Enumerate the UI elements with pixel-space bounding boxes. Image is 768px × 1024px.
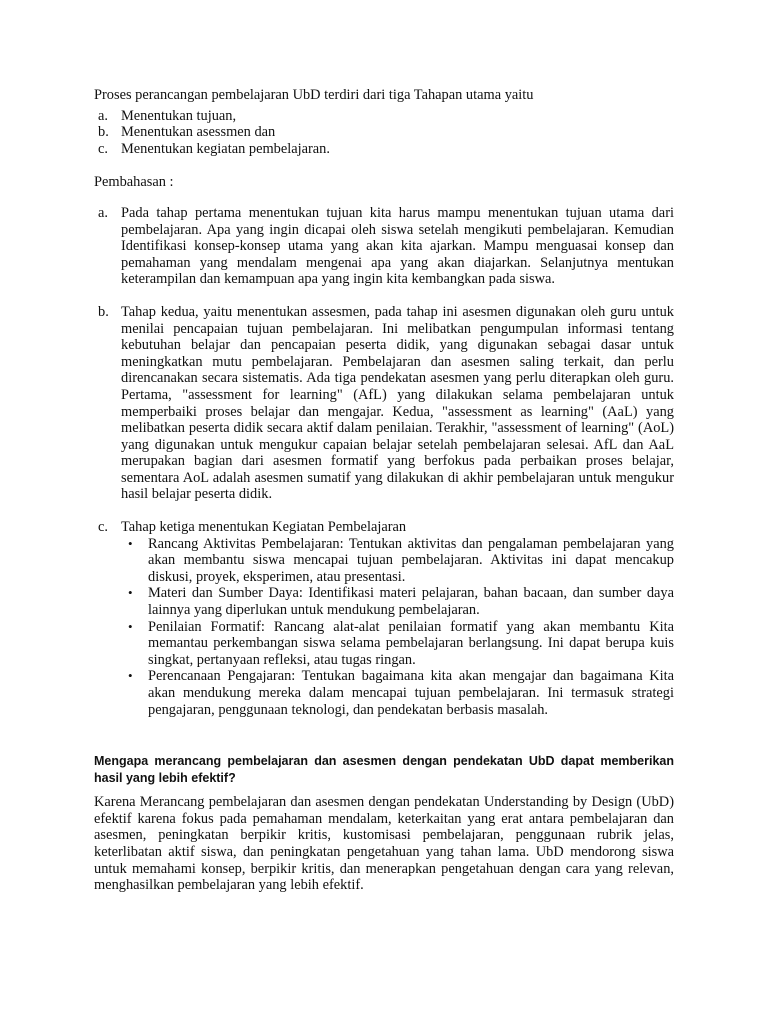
list-marker: c. bbox=[98, 140, 108, 157]
discussion-list bbox=[94, 205, 674, 718]
list-item bbox=[94, 141, 674, 158]
discussion-item bbox=[94, 304, 674, 503]
discussion-text: Pada tahap pertama menentukan tujuan kita harus mampu menentukan tujuan utama dari pembelajaran. Apa yang ingin dicapai oleh siswa setelah mengikuti pembelajaran. Kemudian Identifikasi konsep-konsep utama yang akan kita ajarkan. Mampu menguasai konsep dan pemahaman yang mendalam mengenai apa yang akan diajarkan. Selanjutnya mentukan keterampilan dan kemampuan apa yang ingin kita kembangkan pada siswa. bbox=[121, 204, 674, 288]
intro-text: Proses perancangan pembelajaran UbD terdiri dari tiga Tahapan utama yaitu bbox=[94, 87, 534, 103]
list-marker: a. bbox=[98, 204, 108, 221]
bullet-icon: • bbox=[128, 585, 133, 601]
bullet-text: Penilaian Formatif: Rancang alat-alat penilaian formatif yang akan membantu Kita memantau perkembangan siswa selama pembelajaran berlangsung. Ini dapat berupa kuis singkat, pertanyaan refleksi, atau tugas ringan. bbox=[148, 618, 674, 668]
activities-list bbox=[121, 536, 674, 719]
discussion-text: Tahap kedua, yaitu menentukan assesmen, pada tahap ini asesmen digunakan oleh guru untuk menilai pencapaian tujuan pembelajaran. Ini melibatkan pengumpulan informasi tentang kebutuhan belajar dan pencapaian peserta didik, yang digunakan sebagai dasar untuk meningkatkan mutu pembelajaran. Pembelajaran dan asesmen saling terkait, dan perlu direncanakan secara sistematis. Ada tiga pendekatan asesmen yang perlu diterapkan oleh guru. Pertama, "assessment for learning" (AfL) yang dilakukan selama pembelajaran untuk memperbaiki proses belajar dan mengajar. Kedua, "assessment as learning" (AaL) yang melibatkan peserta didik secara aktif dalam penilaian. Terakhir, "assessment of learning" (AoL) yang digunakan untuk mengukur capaian belajar setelah pembelajaran selesai. AfL dan AaL merupakan bagian dari asesmen formatif yang berfokus pada perbaikan proses belajar, sementara AoL adalah asesmen sumatif yang dilakukan di akhir pembelajaran untuk mengukur hasil belajar peserta didik. bbox=[121, 303, 674, 503]
bullet-icon: • bbox=[128, 618, 133, 634]
bullet-item bbox=[121, 619, 674, 669]
list-item bbox=[94, 124, 674, 141]
bullet-text: Materi dan Sumber Daya: Identifikasi materi pelajaran, bahan bacaan, dan sumber daya lainnya yang diperlukan untuk mendukung pembelajaran. bbox=[148, 585, 674, 619]
bullet-icon: • bbox=[128, 535, 133, 551]
question-heading: Mengapa merancang pembelajaran dan asesmen dengan pendekatan UbD dapat memberikan hasil yang lebih efektif? bbox=[94, 754, 674, 785]
bullet-icon: • bbox=[128, 668, 133, 684]
list-item-text: Menentukan asessmen dan bbox=[121, 124, 276, 141]
list-marker: a. bbox=[98, 107, 108, 124]
list-item bbox=[94, 108, 674, 125]
discussion-text: Tahap ketiga menentukan Kegiatan Pembelajaran bbox=[121, 519, 407, 536]
list-marker: b. bbox=[98, 303, 109, 320]
discussion-heading: Pembahasan : bbox=[94, 174, 174, 191]
document-page bbox=[94, 87, 674, 894]
steps-list bbox=[94, 108, 674, 158]
bullet-text: Perencanaan Pengajaran: Tentukan bagaimana kita akan mengajar dan bagaimana Kita akan mendukung mereka dalam mencapai tujuan pembelajaran. Ini termasuk strategi pengajaran, penggunaan teknologi, dan pendekatan berbasis masalah. bbox=[148, 668, 674, 718]
list-item-text: Menentukan tujuan, bbox=[121, 107, 237, 124]
discussion-item bbox=[94, 205, 674, 288]
bullet-item bbox=[121, 585, 674, 618]
discussion-item bbox=[94, 519, 674, 718]
bullet-text: Rancang Aktivitas Pembelajaran: Tentukan aktivitas dan pengalaman pembelajaran yang akan membantu siswa mencapai tujuan pembelajaran. Aktivitas ini dapat mencakup diskusi, proyek, eksperimen, atau presentasi. bbox=[148, 535, 674, 585]
list-marker: b. bbox=[98, 124, 109, 141]
bullet-item bbox=[121, 536, 674, 586]
list-marker: c. bbox=[98, 519, 108, 536]
bullet-item bbox=[121, 668, 674, 718]
list-item-text: Menentukan kegiatan pembelajaran. bbox=[121, 140, 330, 157]
answer-paragraph: Karena Merancang pembelajaran dan asesmen dengan pendekatan Understanding by Design (UbD) efektif karena fokus pada pemahaman mendalam, keterkaitan yang erat antara pembelajaran dan asesmen, peningkatan berpikir kritis, kustomisasi pembelajaran, penggunaan rubrik jelas, keterlibatan aktif siswa, dan peningkatan pengetahuan yang tahan lama. UbD mendorong siswa untuk memahami konsep, berpikir kritis, dan menerapkan pengetahuan dengan cara yang relevan, menghasilkan pembelajaran yang lebih efektif. bbox=[94, 794, 674, 894]
